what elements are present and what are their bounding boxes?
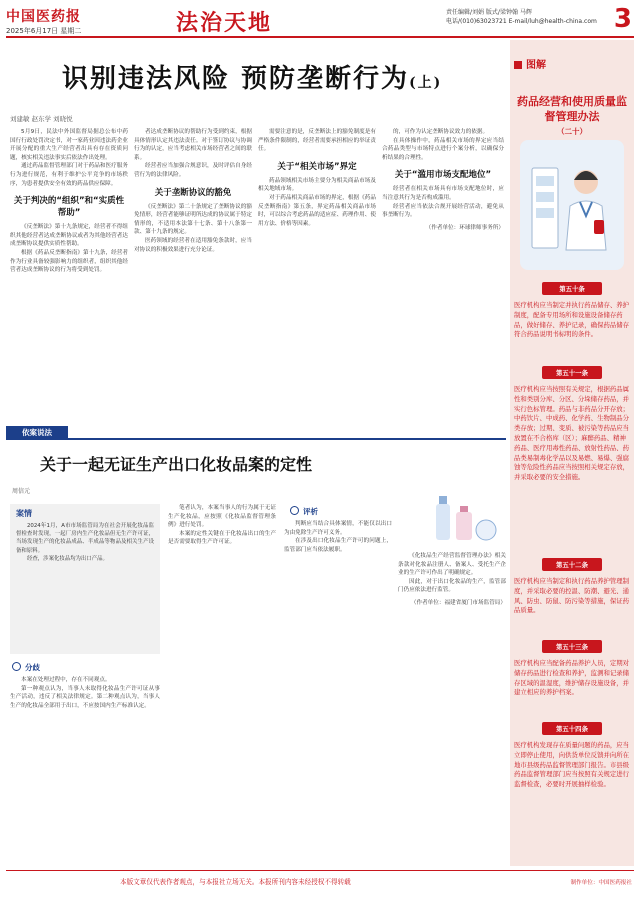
paragraph: 药品领域相关市场主要分为相关商品市场及相关地域市场。 — [258, 177, 376, 193]
case-section-bar — [6, 426, 506, 440]
article-item-52 — [514, 558, 630, 616]
editor-line: 责任编辑/刘娟 版式/梁钟翰 马辉 — [446, 9, 532, 16]
paragraph: 本案的定性关键在于化妆品出口的生产是否需要取得生产许可证。 — [168, 530, 276, 546]
footer-producer: 制作单位：中国医药报社 — [570, 880, 632, 886]
article-label: 第五十三条 — [542, 640, 602, 653]
dispute-heading: 分歧 — [12, 662, 40, 673]
article-label: 第五十二条 — [542, 558, 602, 571]
article2-column-c — [398, 552, 506, 866]
article2-headline[interactable]: 关于一起无证生产出口化妆品案的定性 — [40, 455, 313, 474]
paragraph: 判断应当结合具体案情，不能仅以出口为由免除生产许可义务。 — [284, 521, 392, 536]
infographic-label-text: 图解 — [526, 60, 546, 71]
headline-part-tag: (上) — [409, 75, 443, 91]
case-section-tag: 依案说法 — [6, 426, 68, 440]
article1-credit: （作者单位：环球律师事务所） — [425, 224, 504, 231]
paragraph: 第一种观点认为，当事人未取得化妆品生产许可证从事生产活动，违反了相关法律规定。第二种观点认为，当事人生产的化妆品全部用于出口，不应按国内生产标准认定。 — [10, 685, 160, 709]
masthead-rule — [6, 36, 634, 38]
section-title: 法治天地 — [176, 11, 273, 36]
article-label: 第五十一条 — [542, 366, 602, 379]
analysis-heading: 评析 — [290, 506, 318, 517]
paragraph: 本案在处理过程中，存在不同观点。 — [21, 677, 111, 683]
square-bullet-icon — [514, 61, 522, 69]
article1-byline: 刘建敏 赵东学 刘晓悦 — [10, 115, 73, 123]
headline-text: 识别违法风险 预防垄断行为 — [62, 64, 410, 94]
paragraph: 者达成垄断协议的帮助行为受到约束，根据具体情形认定其违法责任。对于签订协议与协调行为的认定，应当考虑相关市场经营者之间的联系。 — [134, 129, 252, 161]
cosmetics-illustration — [430, 486, 500, 546]
case-box — [10, 504, 160, 654]
paragraph: 笔者认为，本案当事人的行为属于无证生产化妆品，应按照《化妆品监督管理条例》进行处罚。 — [168, 505, 276, 529]
article1-column-3 — [258, 128, 376, 420]
article2-credit: （作者单位：福建省厦门市场监管局） — [410, 599, 506, 606]
paragraph: 因此，对于出口化妆品的生产，监管部门仍应依法进行监管。 — [398, 578, 506, 594]
dispute-column — [10, 676, 160, 866]
case-box-title: 案情 — [16, 509, 32, 518]
article-item-53 — [514, 640, 630, 698]
article1-headline[interactable] — [62, 58, 442, 95]
paragraph: 需要注意的是，反垄断法上的豁免制度是有严格条件限制的，经营者需要承担相应的举证责任。 — [258, 129, 376, 153]
article-text: 医疗机构应当按照有关规定，根据药品属性和类别分库、分区、分垛储存药品，并实行色标管理。药品与非药品分开存放；中药饮片、中成药、化学药、生物制品分类存放；过期、变质、被污染等药品应当放置在不合格库（区）；麻醉药品、精神药品、医疗用毒性药品、放射性药品、药品类易制毒化学品以及易燃、易爆、强腐蚀等危险性药品应当按照相关规定存放，并采取必要的安全措施。 — [514, 385, 630, 482]
issue-date: 2025年6月17日 星期二 — [6, 27, 82, 35]
paragraph: 《反垄断法》第十九条规定，经营者不得组织其他经营者达成垄断协议或者为其他经营者达成垄断协议提供实质性帮助。 — [10, 224, 128, 248]
paragraph: 在具体操作中，药品相关市场的界定应当结合药品类型与市场特点进行个案分析，以确保分析结果的合理性。 — [382, 137, 504, 161]
footer-disclaimer: 本版文章仅代表作者观点，与本报社立场无关。本报所刊内容未经授权不得转载 — [120, 878, 351, 886]
infographic-subtitle: （二十） — [557, 127, 587, 136]
paragraph: 根据《药品反垄断指南》第十九条，经营者作为行业具备较强影响力的组织者，组织其他经营者达成垄断协议的行为将受到处罚。 — [10, 249, 128, 274]
article-text: 医疗机构应当制定和执行药品养护管理制度，并采取必要的控温、防潮、避光、通风、防虫、防鼠、防污染等措施，保证药品质量。 — [514, 577, 630, 615]
paragraph: 2024年1月，A市市场监管局为在社会开展化妆品监督检查时发现，一起厂房内生产化妆品但无生产许可证，当场发现生产的化妆品成品、半成品等物品及相关生产设备和原料。 — [16, 523, 154, 554]
article-item-51 — [514, 366, 630, 483]
paragraph: 经营者应当依法合规开展经营活动，避免从事垄断行为。 — [382, 203, 504, 219]
doctor-illustration — [520, 140, 624, 270]
contact-line: 电话/(010)63023721 E-mail/luh@health-china.com — [446, 18, 597, 25]
article-item-54 — [514, 722, 630, 790]
article-label: 第五十四条 — [542, 722, 602, 735]
article1-column-2 — [134, 128, 252, 420]
paragraph: 《化妆品生产经营监督管理办法》相关条款对化妆品注册人、备案人、受托生产企业的生产许可作出了明确规定。 — [398, 553, 506, 577]
editor-info — [446, 8, 606, 26]
article1-subhead-2: 关于垄断协议的豁免 — [154, 187, 232, 198]
paragraph: 5月9日，民法中外国监督局据总公布中药国行行政处罚决定书，对一家药业因违法药企业开展分配的重大生产经营者出具有存在资质问题，核实相关违法事实后依法作出处理。 — [10, 129, 128, 161]
paragraph: 经查，涉案化妆品均为出口产品。 — [27, 555, 108, 562]
newspaper-logo: 中国医药报 — [6, 9, 81, 25]
article2-column-a — [168, 504, 276, 866]
case-section-rule — [68, 438, 506, 440]
article1-subhead-3: 关于“相关市场”界定 — [277, 161, 357, 172]
paragraph: 对于药品相关商品市场的界定，根据《药品反垄断指南》第五条，界定药品相关商品市场时，可以综合考虑药品的适应症、药理作用、使用方法、价格等因素。 — [258, 194, 376, 227]
masthead — [0, 0, 640, 40]
infographic-label — [514, 56, 546, 71]
paragraph: 经营者在相关市场具有市场支配地位时，应当注意其行为是否构成滥用。 — [382, 186, 504, 201]
article-text: 医疗机构应当配备药品养护人员，定期对储存药品进行检查和养护，监测和记录储存区域的温湿度，维护储存设施设备，并建立相应的养护档案。 — [514, 659, 630, 697]
infographic-title: 药品经营和使用质量监督管理办法 — [517, 95, 627, 123]
article1-column-1 — [10, 128, 128, 420]
article1-column-4 — [382, 128, 504, 420]
article1-subhead-4: 关于“滥用市场支配地位” — [394, 170, 492, 181]
article-item-50 — [514, 282, 630, 340]
paragraph: 通过药品监督管理部门对于药品和医疗服务行为进行规范，有利于维护公平竞争的市场秩序，为患者提供安全有效的药品供应保障。 — [10, 163, 128, 187]
paragraph: 在涉及出口化妆品生产许可的问题上，监管部门应当依法履职。 — [284, 538, 392, 553]
paragraph: 医药领域的经营者在适用豁免条款时，应当对协议的积极效果进行充分论证。 — [134, 237, 252, 253]
article2-byline: 周信元 — [12, 488, 31, 495]
paragraph: 的，可作为认定垄断协议效力的依据。 — [393, 129, 489, 135]
paragraph: 经营者应当加强合规意识，及时评估自身经营行为的法律风险。 — [134, 163, 252, 178]
article-text: 医疗机构发现存在质量问题的药品，应当立即停止使用，向供货单位反馈并向所在地市县级药品监督管理部门报告。市县级药品监督管理部门应当按照有关规定进行监督检查，必要时开展抽样检验。 — [514, 741, 630, 789]
page-number: 3 — [613, 4, 632, 34]
article-text: 医疗机构应当制定并执行药品储存、养护制度，配备专用场所和设施设备储存药品，做好储存、养护记录，确保药品储存符合药品说明书标明的条件。 — [514, 301, 630, 339]
paragraph: 《反垄断法》第二十条规定了垄断协议的豁免情形，经营者能够证明所达成的协议属于特定情形的，不适用本法第十七条、第十八条第一款、第十九条的规定。 — [134, 203, 252, 236]
footer-rule — [6, 870, 634, 871]
article2-column-b — [284, 520, 392, 866]
article-label: 第五十条 — [542, 282, 602, 295]
article1-subhead-1: 关于判决的“组织”和“实质性帮助” — [13, 196, 125, 219]
